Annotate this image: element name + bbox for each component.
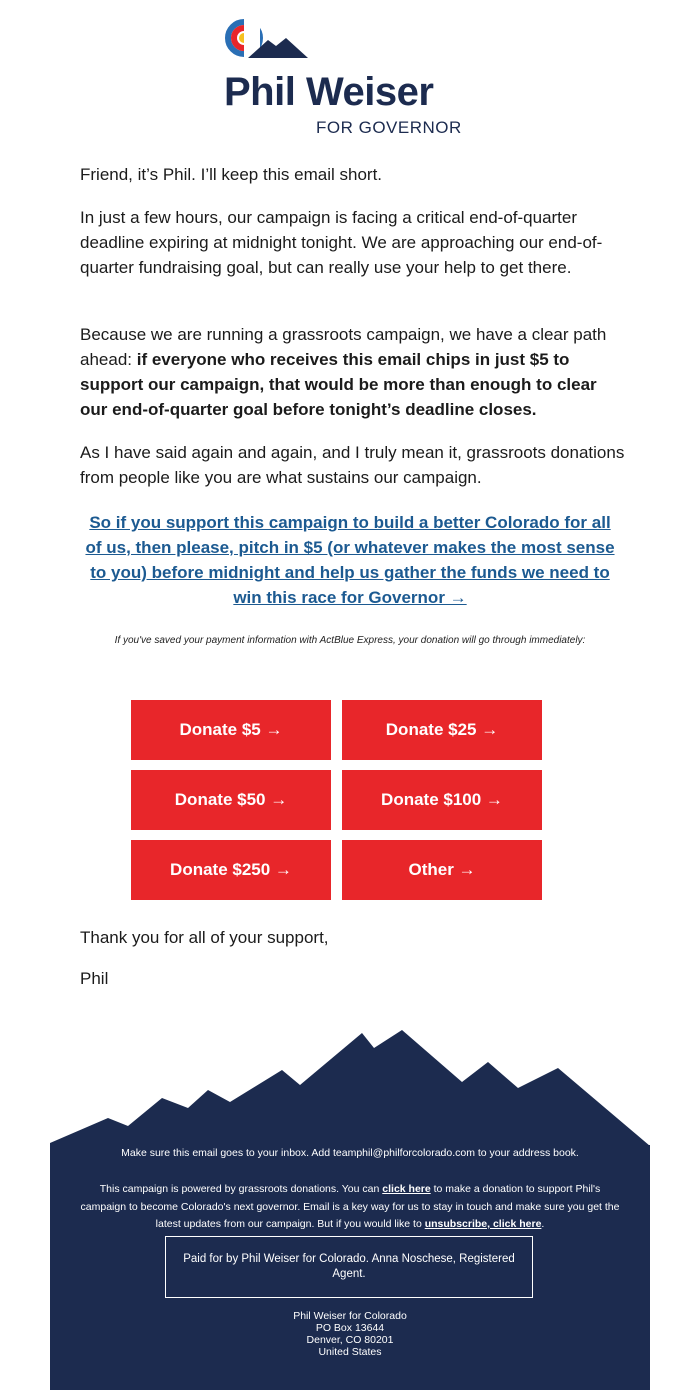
campaign-logo (224, 18, 484, 137)
address-line: Denver, CO 80201 (306, 1334, 394, 1346)
paragraph-grassroots (80, 322, 625, 422)
footer-powered-mid: to make a donation to support Phil's campaign to become Colorado's next governor. Email is a key way for us to stay in touch and make sure you get the latest updates from our campaign. But if you would like to (80, 1183, 620, 1230)
paragraph-grassroots-lead: Because we are running a grassroots campaign, we have a clear path ahead: (80, 325, 607, 369)
address-line: PO Box 13644 (315, 1322, 385, 1334)
mailing-address (50, 1310, 650, 1358)
greeting: Friend, it’s Phil. I’ll keep this email short. (80, 165, 383, 184)
address-line: Phil Weiser for Colorado (293, 1310, 407, 1322)
thanks-line: Thank you for all of your support, (80, 928, 329, 947)
footer-powered-text (80, 1181, 620, 1234)
donate-250-button[interactable]: Donate $250 → (131, 840, 331, 900)
address-line: United States (318, 1346, 382, 1358)
paragraph-deadline: In just a few hours, our campaign is facing a critical end-of-quarter deadline expiring at midnight tonight. We are approaching our end-of-quarter fundraising goal, but can really use your help to get there. (80, 208, 603, 277)
logo-subtitle: FOR GOVERNOR (316, 118, 462, 137)
colorado-mountain-logo-icon (224, 18, 314, 70)
paragraph-grassroots-bold: if everyone who receives this email chips in just $5 to support our campaign, that would be more than enough to clear our end-of-quarter goal before tonight’s deadline closes. (80, 350, 597, 419)
donate-cta-link[interactable]: So if you support this campaign to build a better Colorado for all of us, then please, pitch in $5 (or whatever makes the most sense to you) before midnight and help us gather the funds we need to win this race for Governor → (85, 513, 615, 607)
footer-unsubscribe-link[interactable]: unsubscribe, click here (424, 1218, 542, 1230)
actblue-express-note: If you've saved your payment information with ActBlue Express, your donation will go through immediately: (114, 635, 586, 646)
donate-other-button[interactable]: Other → (342, 840, 542, 900)
footer-inbox-note: Make sure this email goes to your inbox. Add teamphil@philforcolorado.com to your address book. (121, 1147, 579, 1159)
logo-name: Phil Weiser (224, 70, 434, 114)
mountain-silhouette-icon (50, 1030, 650, 1146)
paragraph-donations: As I have said again and again, and I truly mean it, grassroots donations from people like you are what sustains our campaign. (80, 443, 625, 487)
donate-25-button[interactable]: Donate $25 → (342, 700, 542, 760)
footer-click-here-link[interactable]: click here (382, 1183, 431, 1195)
signature: Phil (80, 969, 109, 988)
paid-for-disclaimer: Paid for by Phil Weiser for Colorado. Anna Noschese, Registered Agent. (165, 1236, 533, 1298)
footer-powered-lead: This campaign is powered by grassroots donations. You can (99, 1183, 383, 1195)
donate-50-button[interactable]: Donate $50 → (131, 770, 331, 830)
donate-5-button[interactable]: Donate $5 → (131, 700, 331, 760)
footer-powered-end: . (541, 1218, 545, 1230)
donate-100-button[interactable]: Donate $100 → (342, 770, 542, 830)
